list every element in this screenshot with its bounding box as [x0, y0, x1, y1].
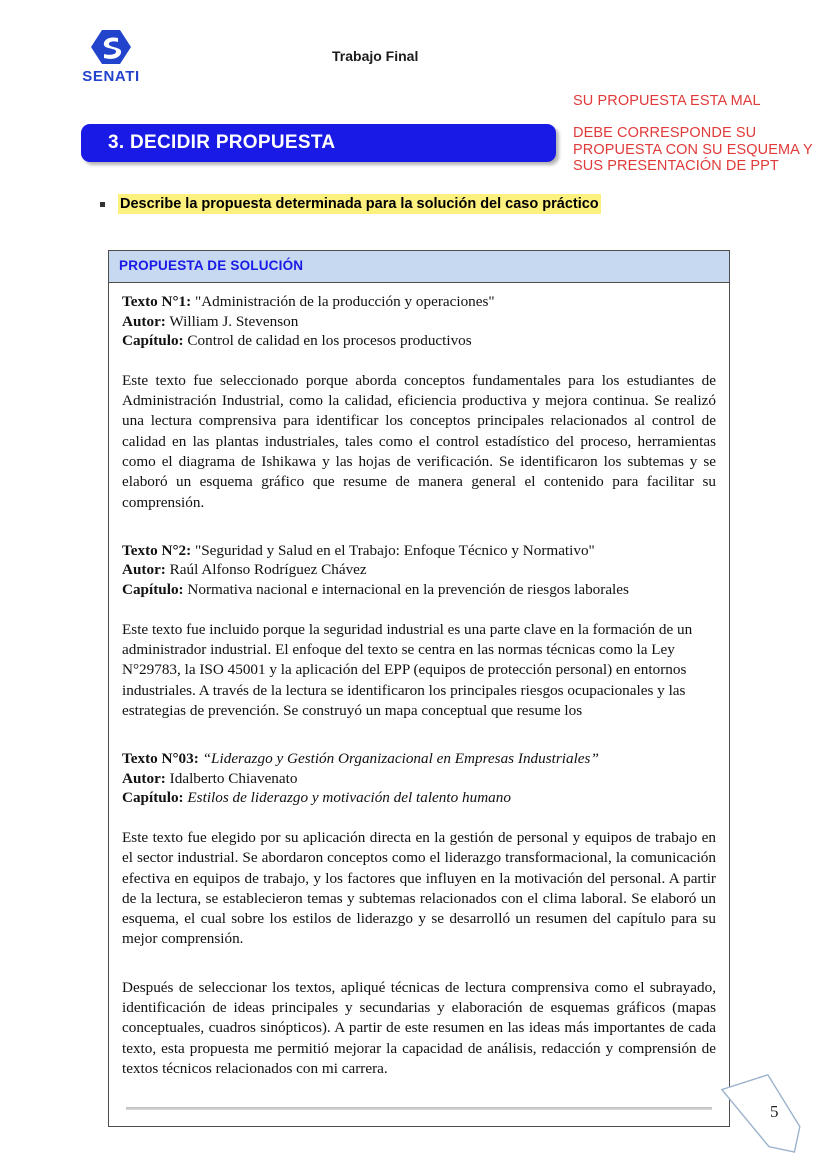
entry-chapter: Estilos de liderazgo y motivación del talento humano: [187, 789, 511, 807]
proposal-table-header-text: PROPUESTA DE SOLUCIÓN: [119, 258, 304, 273]
section-banner: [81, 124, 556, 162]
entry-chapter-label: Capítulo:: [122, 581, 184, 599]
entry-author: Raúl Alfonso Rodríguez Chávez: [169, 561, 367, 579]
document-title: Trabajo Final: [332, 48, 419, 64]
entry-author-label: Autor:: [122, 561, 166, 579]
entry-text-label: Texto N°2:: [122, 541, 192, 559]
entry-meta: [122, 292, 716, 351]
entry-text-label: Texto N°03:: [122, 750, 199, 768]
senati-logo: [75, 28, 147, 85]
annotation-line-2: DEBE CORRESPONDE SU PROPUESTA CON SU ESQUEMA Y SUS PRESENTACIÓN DE PPT: [573, 125, 813, 174]
page-number-banner: [714, 1072, 814, 1168]
entry-paragraph: Este texto fue seleccionado porque aborda conceptos fundamentales para los estudiantes de Administración Industrial, como la calidad, eficiencia productiva y mejora continua. Se realizó una lectura comprensiva para identificar los conceptos principales relacionados al control de calidad en las plantas industriales, tales como el control estadístico del proceso, herramientas como el diagrama de Ishikawa y las hojas de verificación. Se identificaron los subtemas y se elaboró un esquema gráfico que resume de manera general el contenido para facilitar su comprensión.: [122, 371, 716, 511]
proposal-table-body: [109, 283, 729, 1126]
entry-chapter: Normativa nacional e internacional en la prevención de riesgos laborales: [187, 581, 629, 599]
entry-paragraph: Este texto fue incluido porque la seguridad industrial es una parte clave en la formación de un administrador industrial. El enfoque del texto se centra en las normas técnicas como la Ley N°29783, la ISO 45001 y la aplicación del EPP (equipos de protección personal) en entornos industriales. A través de la lectura se identificaron los principales riesgos ocupacionales y las estrategias de prevención. Se construyó un mapa conceptual que resume los: [122, 620, 693, 719]
proposal-table-header: [109, 251, 729, 283]
section-banner-title: 3. DECIDIR PROPUESTA: [108, 132, 336, 153]
senati-hexagon-logo-icon: [89, 28, 133, 66]
entry-author-label: Autor:: [122, 769, 166, 787]
senati-logo-text: SENATI: [82, 68, 140, 85]
instruction-bullet: [100, 194, 601, 214]
entry-chapter-label: Capítulo:: [122, 789, 184, 807]
annotation-line-1: SU PROPUESTA ESTA MAL: [573, 93, 761, 109]
square-bullet-icon: [100, 202, 105, 207]
entry-meta: [122, 749, 716, 808]
entry-paragraph: Este texto fue elegido por su aplicación directa en la gestión de personal y equipos de trabajo en el sector industrial. Se abordaron conceptos como el liderazgo transformacional, la comunicación efectiva en equipos de trabajo, y los factores que influyen en la motivación del personal. A partir de la lectura, se establecieron temas y subtemas relacionados con el clima laboral. Se elaboró un esquema, el cual sobre los estilos de liderazgo y se desarrolló un resumen del capítulo para su mejor comprensión.: [122, 828, 716, 948]
entry-text-title: "Administración de la producción y operaciones": [195, 293, 495, 310]
entry-author: William J. Stevenson: [169, 312, 299, 330]
entry-chapter-label: Capítulo:: [122, 332, 184, 350]
page-number-shape-icon: [714, 1072, 814, 1168]
entry-text-title: "Seguridad y Salud en el Trabajo: Enfoque Técnico y Normativo": [195, 541, 595, 559]
entry-chapter: Control de calidad en los procesos productivos: [187, 332, 472, 350]
page-number: 5: [770, 1102, 779, 1121]
entry-text-title: “Liderazgo y Gestión Organizacional en Empresas Industriales”: [202, 750, 599, 768]
entry-author-label: Autor:: [122, 312, 166, 330]
closing-paragraph: Después de seleccionar los textos, apliqué técnicas de lectura comprensiva como el subrayado, identificación de ideas principales y secundarias y elaboración de esquemas gráficos (mapas conceptuales, cuadros sinópticos). A partir de este resumen en las ideas más importantes de cada texto, esta propuesta me permitió mejorar la capacidad de análisis, redacción y comprensión de textos técnicos relacionados con mi carrera.: [122, 978, 716, 1077]
proposal-table: [108, 250, 730, 1127]
horizontal-rule: [126, 1107, 712, 1110]
entry-author: Idalberto Chiavenato: [169, 769, 298, 787]
entry-text-label: Texto N°1:: [122, 293, 192, 310]
instruction-text: Describe la propuesta determinada para la solución del caso práctico: [120, 196, 599, 212]
entry-meta: [122, 541, 716, 600]
